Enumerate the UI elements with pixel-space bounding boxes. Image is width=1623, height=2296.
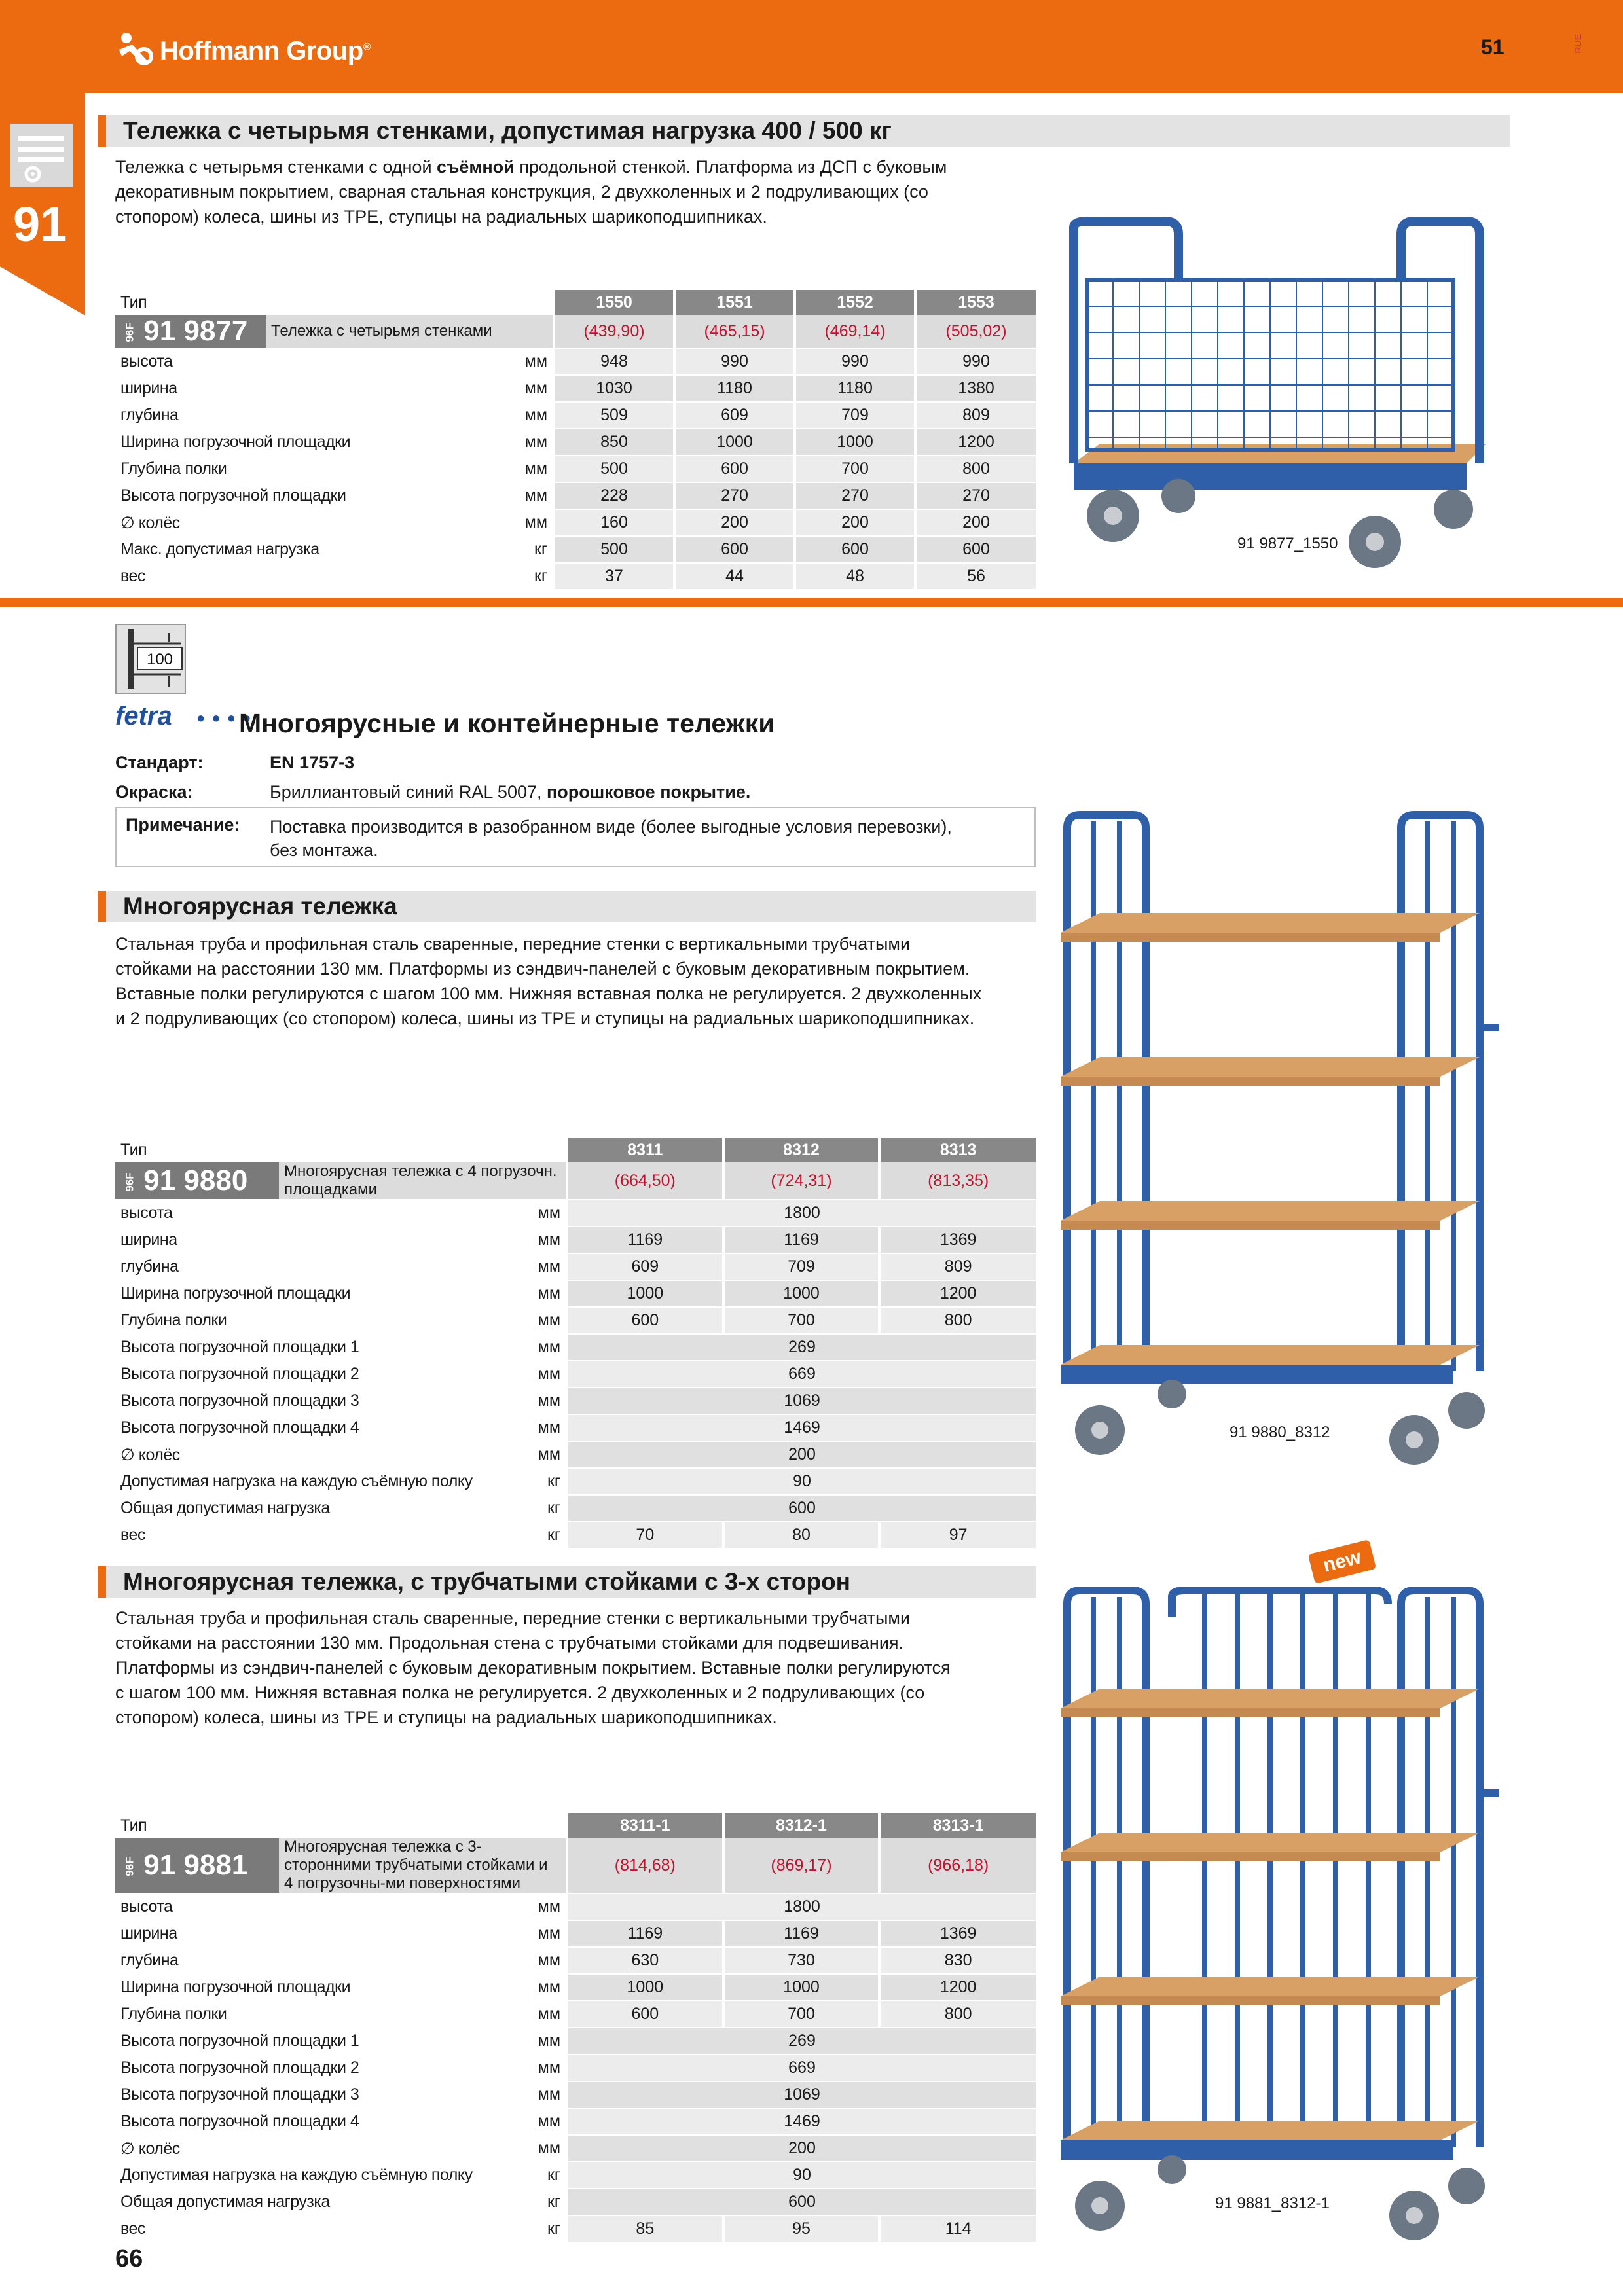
spec-value: 200 [795, 509, 915, 536]
article-number-text: 91 9877 [143, 315, 248, 347]
spec-value: 44 [674, 563, 795, 590]
spec-row [115, 2108, 1036, 2135]
spec-unit: мм [279, 1307, 567, 1334]
spec-value: 1169 [567, 1920, 723, 1947]
spec-value: 990 [915, 348, 1036, 375]
spec-label: вес [115, 563, 266, 590]
spec-value: 160 [554, 509, 674, 536]
spec-value: 37 [554, 563, 674, 590]
spec-value: 1030 [554, 375, 674, 402]
spec-value: 600 [795, 536, 915, 563]
spec-value: 990 [795, 348, 915, 375]
spec-unit: кг [266, 536, 554, 563]
article-price: (813,35) [879, 1162, 1036, 1200]
spec-value: 85 [567, 2215, 723, 2242]
spec-value: 500 [554, 536, 674, 563]
spec-row [115, 2054, 1036, 2081]
section3-description: Стальная труба и профильная сталь сваренные, передние стенки с вертикальными трубчатыми стойками на расстоянии 130 мм. Продольная стена с трубчатыми стойками для подвешивания. Платформы из сэндвич-панелей с буковым декоративным покрытием. Вставные полки регулируются с шагом 100 мм. Нижняя вставная полка не регулируется. 2 двухколенных и 2 подруливающих (со стопором) колеса, шины из TPE и ступицы на радиальных шарикоподшипниках. [115, 1608, 951, 1727]
spec-row [115, 1388, 1036, 1414]
spec-unit: мм [279, 2001, 567, 2028]
spec-unit: мм [279, 1200, 567, 1227]
spec-label: Ширина погрузочной площадки [115, 429, 266, 456]
spec-unit: мм [279, 1253, 567, 1280]
spec-label: высота [115, 348, 266, 375]
type-code: 1553 [915, 290, 1036, 315]
spec-unit: кг [279, 1468, 567, 1495]
spec-value: 809 [915, 402, 1036, 429]
spec-label: ширина [115, 1227, 279, 1253]
note-text: Поставка производится в разобранном виде (более выгодные условия перевозки), без монтажа. [270, 817, 952, 860]
spec-label: глубина [115, 402, 266, 429]
spec-label: Высота погрузочной площадки 4 [115, 2108, 279, 2135]
fetra-logo-dots: ● ● ● ● [196, 709, 253, 726]
spec-label: Высота погрузочной площадки 4 [115, 1414, 279, 1441]
spec-value: 990 [674, 348, 795, 375]
spec-row [115, 2135, 1036, 2162]
standard-value: EN 1757-3 [270, 753, 355, 772]
spec-unit: кг [266, 563, 554, 590]
spec-label: Общая допустимая нагрузка [115, 1495, 279, 1522]
spec-label: Макс. допустимая нагрузка [115, 536, 266, 563]
spec-unit: мм [279, 1441, 567, 1468]
type-header-row [115, 290, 1036, 315]
spec-value: 1180 [795, 375, 915, 402]
spec-value: 830 [879, 1947, 1036, 1974]
footer-page-number: 66 [115, 2245, 143, 2272]
spec-row [115, 1468, 1036, 1495]
spec-row [115, 2189, 1036, 2215]
spec-label: Допустимая нагрузка на каждую съёмную полку [115, 2162, 279, 2189]
spec-value: 800 [879, 1307, 1036, 1334]
article-number [115, 315, 266, 348]
spec-value: 1369 [879, 1920, 1036, 1947]
spec-label: Высота погрузочной площадки 1 [115, 2028, 279, 2054]
spec-unit: кг [279, 1522, 567, 1549]
spec-row [115, 1227, 1036, 1253]
spec-value: 1000 [674, 429, 795, 456]
spec-value: 709 [723, 1253, 880, 1280]
spec-row [115, 2028, 1036, 2054]
spec-value: 270 [915, 482, 1036, 509]
article-number-text: 91 9881 [143, 1849, 248, 1881]
article-price: (505,02) [915, 315, 1036, 348]
spec-value: 700 [795, 456, 915, 482]
chapter-number: 91 [13, 197, 67, 251]
spec-value: 669 [567, 1361, 1036, 1388]
spec-label: Высота погрузочной площадки [115, 482, 266, 509]
spec-value: 948 [554, 348, 674, 375]
spec-value: 600 [567, 2189, 1036, 2215]
spec-value: 97 [879, 1522, 1036, 1549]
spec-value: 730 [723, 1947, 880, 1974]
spec-value: 90 [567, 2162, 1036, 2189]
type-code: 8312 [723, 1138, 880, 1162]
spec-unit: мм [279, 1414, 567, 1441]
spec-row [115, 1200, 1036, 1227]
article-row [115, 1838, 1036, 1893]
spec-value: 1000 [567, 1974, 723, 2001]
spec-label: Высота погрузочной площадки 2 [115, 2054, 279, 2081]
spec-label: Допустимая нагрузка на каждую съёмную полку [115, 1468, 279, 1495]
type-code: 8313 [879, 1138, 1036, 1162]
spec-value: 600 [674, 536, 795, 563]
spec-row [115, 1307, 1036, 1334]
article-prefix: 96F [123, 1172, 136, 1193]
spec-value: 70 [567, 1522, 723, 1549]
article-prefix: 96F [123, 1857, 136, 1877]
spec-label: Высота погрузочной площадки 2 [115, 1361, 279, 1388]
article-price: (439,90) [554, 315, 674, 348]
article-price: (724,31) [723, 1162, 880, 1200]
spacer [279, 1138, 567, 1162]
spec-value: 200 [567, 1441, 1036, 1468]
spec-unit: кг [279, 2215, 567, 2242]
spec-row [115, 402, 1036, 429]
spec-row [115, 2081, 1036, 2108]
spec-row [115, 1334, 1036, 1361]
spec-unit: мм [266, 456, 554, 482]
spec-unit: мм [279, 2028, 567, 2054]
spec-unit: мм [279, 2135, 567, 2162]
spec-value: 1200 [879, 1280, 1036, 1307]
spacing-value: 100 [146, 651, 173, 668]
spec-value: 1800 [567, 1200, 1036, 1227]
section-title-three-side-cart: Многоярусная тележка, с трубчатыми стойками с 3-х сторон [98, 1566, 1036, 1598]
spec-row [115, 563, 1036, 590]
section-title-multi-tier-cart: Многоярусная тележка [98, 891, 1036, 922]
spec-row [115, 2162, 1036, 2189]
brand-block-title: Многоярусные и контейнерные тележки [239, 708, 775, 738]
spec-label: высота [115, 1893, 279, 1920]
multi-tier-cart-image [1048, 802, 1519, 1469]
spec-row [115, 509, 1036, 536]
spec-row [115, 429, 1036, 456]
spec-value: 600 [567, 2001, 723, 2028]
article-row [115, 1162, 1036, 1200]
article-price: (465,15) [674, 315, 795, 348]
spec-value: 1180 [674, 375, 795, 402]
spec-value: 1369 [879, 1227, 1036, 1253]
section2-description: Стальная труба и профильная сталь сваренные, передние стенки с вертикальными трубчатыми стойками на расстоянии 130 мм. Платформы из сэндвич-панелей с буковым декоративным покрытием. Вставные полки регулируются с шагом 100 мм. Нижняя вставная полка не регулируется. 2 двухколенных и 2 подруливающих (со стопором) колеса, шины из TPE и ступицы на радиальных шарикоподшипниках. [115, 934, 982, 1028]
type-code: 1550 [554, 290, 674, 315]
spec-row [115, 1974, 1036, 2001]
article-price: (469,14) [795, 315, 915, 348]
spec-value: 600 [567, 1307, 723, 1334]
spec-unit: мм [279, 1920, 567, 1947]
spec-row [115, 2001, 1036, 2028]
spec-unit: кг [279, 1495, 567, 1522]
spec-value: 509 [554, 402, 674, 429]
header-page-number: 51 [1481, 35, 1504, 59]
shelf-spacing-icon [115, 624, 186, 694]
article-number [115, 1838, 279, 1893]
spec-row [115, 1947, 1036, 1974]
type-code: 8311 [567, 1138, 723, 1162]
note-label: Примечание: [126, 815, 240, 834]
spec-label: Глубина полки [115, 456, 266, 482]
article-price: (814,68) [567, 1838, 723, 1893]
spec-value: 269 [567, 2028, 1036, 2054]
type-header-row [115, 1813, 1036, 1838]
spec-unit: мм [266, 482, 554, 509]
article-description: Многоярусная тележка с 4 погрузочн. площадками [279, 1162, 567, 1200]
spec-value: 1069 [567, 1388, 1036, 1414]
spec-row [115, 1414, 1036, 1441]
spec-label: Ширина погрузочной площадки [115, 1280, 279, 1307]
spec-unit: мм [279, 1947, 567, 1974]
spec-label: ширина [115, 375, 266, 402]
spec-label: Ширина погрузочной площадки [115, 1974, 279, 2001]
spec-unit: мм [266, 402, 554, 429]
spec-table-919880 [115, 1138, 1036, 1549]
article-number-text: 91 9880 [143, 1164, 248, 1196]
new-badge: new [1308, 1539, 1376, 1584]
spec-value: 1000 [795, 429, 915, 456]
spec-label: ∅ колёс [115, 2135, 279, 2162]
spec-unit: мм [279, 1974, 567, 2001]
type-code: 1551 [674, 290, 795, 315]
spec-unit: мм [279, 1388, 567, 1414]
spec-value: 1169 [567, 1227, 723, 1253]
spec-label: вес [115, 2215, 279, 2242]
coating-label: Окраска: [115, 782, 193, 802]
spec-value: 1469 [567, 1414, 1036, 1441]
spec-value: 270 [674, 482, 795, 509]
spec-unit: мм [279, 1227, 567, 1253]
spec-unit: мм [279, 2081, 567, 2108]
cart-chapter-icon [10, 124, 73, 187]
type-label: Тип [120, 1816, 147, 1835]
spec-row [115, 456, 1036, 482]
spec-unit: мм [279, 1361, 567, 1388]
spec-value: 709 [795, 402, 915, 429]
spec-unit: мм [266, 348, 554, 375]
spec-label: Общая допустимая нагрузка [115, 2189, 279, 2215]
type-code: 8311-1 [567, 1813, 723, 1838]
spec-label: Высота погрузочной площадки 3 [115, 2081, 279, 2108]
spec-value: 1469 [567, 2108, 1036, 2135]
type-code: 8312-1 [723, 1813, 880, 1838]
spec-value: 90 [567, 1468, 1036, 1495]
article-number [115, 1162, 279, 1200]
spec-value: 1069 [567, 2081, 1036, 2108]
spec-value: 1000 [567, 1280, 723, 1307]
spec-label: глубина [115, 1947, 279, 1974]
spec-value: 200 [567, 2135, 1036, 2162]
spec-value: 270 [795, 482, 915, 509]
spec-value: 609 [567, 1253, 723, 1280]
section-divider [0, 598, 1623, 607]
image-caption: 91 9881_8312-1 [1215, 2195, 1330, 2212]
spec-row [115, 482, 1036, 509]
spec-value: 600 [915, 536, 1036, 563]
spec-label: ∅ колёс [115, 509, 266, 536]
spec-label: глубина [115, 1253, 279, 1280]
spec-value: 609 [674, 402, 795, 429]
spec-row [115, 375, 1036, 402]
spec-value: 1169 [723, 1227, 880, 1253]
spec-row [115, 2215, 1036, 2242]
hoffmann-logo-icon [115, 30, 156, 68]
spec-value: 669 [567, 2054, 1036, 2081]
spec-unit: мм [279, 1334, 567, 1361]
article-description: Многоярусная тележка с 3-сторонними трубчатыми стойками и 4 погрузочны-ми поверхностями [279, 1838, 567, 1893]
fetra-logo: fetra [115, 702, 172, 730]
spec-value: 114 [879, 2215, 1036, 2242]
spec-row [115, 536, 1036, 563]
spec-row [115, 1361, 1036, 1388]
four-wall-cart-image [1061, 208, 1506, 581]
spec-value: 269 [567, 1334, 1036, 1361]
spec-value: 1380 [915, 375, 1036, 402]
image-caption: 91 9880_8312 [1230, 1424, 1330, 1441]
article-price: (664,50) [567, 1162, 723, 1200]
type-header-row [115, 1138, 1036, 1162]
image-caption: 91 9877_1550 [1237, 535, 1338, 552]
spec-unit: кг [279, 2162, 567, 2189]
spec-label: Высота погрузочной площадки 1 [115, 1334, 279, 1361]
spec-value: 850 [554, 429, 674, 456]
spec-label: Высота погрузочной площадки 3 [115, 1388, 279, 1414]
spec-value: 1800 [567, 1893, 1036, 1920]
spec-row [115, 1920, 1036, 1947]
type-code: 1552 [795, 290, 915, 315]
article-price: (869,17) [723, 1838, 880, 1893]
spec-row [115, 1441, 1036, 1468]
spec-unit: мм [266, 509, 554, 536]
spec-value: 1200 [879, 1974, 1036, 2001]
spec-value: 48 [795, 563, 915, 590]
spec-value: 56 [915, 563, 1036, 590]
spec-unit: мм [279, 1893, 567, 1920]
spec-unit: мм [266, 375, 554, 402]
spec-unit: мм [266, 429, 554, 456]
section1-description: Тележка с четырьмя стенками с одной съёмной продольной стенкой. Платформа из ДСП с буковым декоративным покрытием, сварная стальная конструкция, 2 двухколенных и 2 подруливающих (со стопором) колеса, шины из TPE, ступицы на радиальных шарикоподшипниках. [115, 157, 947, 226]
spec-row [115, 1280, 1036, 1307]
spec-table-919877 [115, 290, 1036, 590]
spec-label: высота [115, 1200, 279, 1227]
type-code: 8313-1 [879, 1813, 1036, 1838]
spec-value: 809 [879, 1253, 1036, 1280]
three-side-cart-image [1048, 1577, 1519, 2245]
spec-table-919881 [115, 1813, 1036, 2243]
spec-value: 80 [723, 1522, 880, 1549]
spec-value: 1000 [723, 1280, 880, 1307]
section-title-four-wall-cart: Тележка с четырьмя стенками, допустимая нагрузка 400 / 500 кг [98, 115, 1510, 147]
spec-value: 1200 [915, 429, 1036, 456]
brand-name: Hoffmann Group® [160, 37, 371, 65]
spacer [266, 290, 554, 315]
spec-value: 200 [915, 509, 1036, 536]
spec-value: 700 [723, 2001, 880, 2028]
article-prefix: 96F [123, 323, 136, 343]
spec-value: 600 [674, 456, 795, 482]
standard-label: Стандарт: [115, 753, 204, 772]
spec-unit: мм [279, 2054, 567, 2081]
spec-value: 200 [674, 509, 795, 536]
spec-row [115, 1893, 1036, 1920]
spec-label: ширина [115, 1920, 279, 1947]
spec-row [115, 1253, 1036, 1280]
type-label: Тип [120, 293, 147, 312]
spec-row [115, 1522, 1036, 1549]
coating-value: Бриллиантовый синий RAL 5007, порошковое покрытие. [270, 782, 751, 802]
spec-value: 630 [567, 1947, 723, 1974]
spacer [279, 1813, 567, 1838]
spec-unit: мм [279, 2108, 567, 2135]
spec-label: Глубина полки [115, 2001, 279, 2028]
spec-label: вес [115, 1522, 279, 1549]
spec-unit: мм [279, 1280, 567, 1307]
article-description: Тележка с четырьмя стенками [266, 315, 554, 348]
spec-label: Глубина полки [115, 1307, 279, 1334]
language-code: RUE [1573, 34, 1583, 54]
spec-value: 800 [879, 2001, 1036, 2028]
spec-row [115, 1495, 1036, 1522]
spec-row [115, 348, 1036, 375]
spec-value: 1000 [723, 1974, 880, 2001]
spec-value: 600 [567, 1495, 1036, 1522]
spec-label: ∅ колёс [115, 1441, 279, 1468]
spec-value: 228 [554, 482, 674, 509]
article-row [115, 315, 1036, 348]
spec-value: 700 [723, 1307, 880, 1334]
spec-value: 500 [554, 456, 674, 482]
type-label: Тип [120, 1140, 147, 1159]
spec-value: 800 [915, 456, 1036, 482]
article-price: (966,18) [879, 1838, 1036, 1893]
spec-value: 95 [723, 2215, 880, 2242]
spec-value: 1169 [723, 1920, 880, 1947]
spec-unit: кг [279, 2189, 567, 2215]
